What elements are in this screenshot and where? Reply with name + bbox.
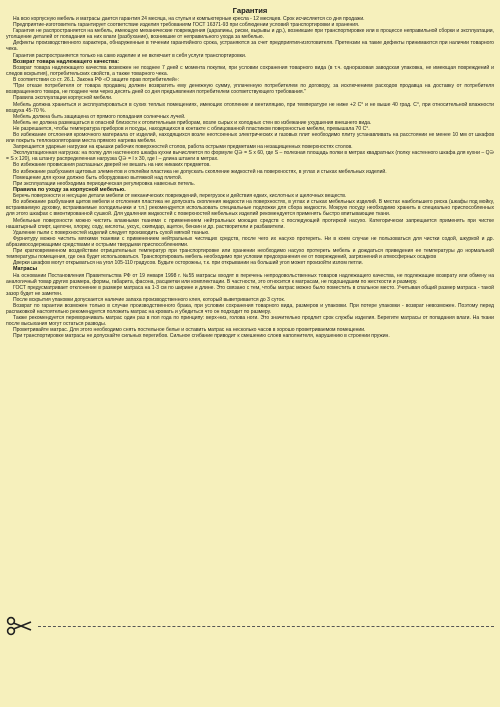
- paragraph: Правила эксплуатации корпусной мебели.: [13, 95, 113, 102]
- paragraph: Дверки шкафов могут открываться на угол 105-110 градусов. Будьте осторожны, т.к. при открывании на больший угол может произойти излом петли.: [13, 260, 363, 267]
- paragraph: Возврат товара надлежащего качества возможен не позднее 7 дней с момента покупки, при условии сохранения товарного вида (в т.ч. одноразовая заводская упаковка, не имеющая повреждений и следов вскрытия), потребительских свойств, а также товарного чека.: [6, 64, 494, 78]
- paragraph: Беречь поверхности и несущие детали мебели от механических повреждений, перегрузок и действия едких, кислотных и щелочных веществ.: [13, 193, 347, 200]
- section-heading: Возврат товара надлежащего качества:: [13, 58, 120, 65]
- paragraph: Мебель должна храниться и эксплуатироваться в сухих теплых помещениях, имеющих отопление и вентиляцию, при температуре не ниже +2 С° и не выше 40 град. С°, при относительной влажности воздуха 45-70 %.: [6, 101, 494, 114]
- paragraph: Мебель не должна размещаться в опасной близости к отопительным приборам, возле сырых и холодных стен во избежание ухудшения внешнего вида.: [13, 119, 372, 126]
- paragraph: Дефекты производственного характера, обнаруженные в течении гарантийного срока, устраняются за счет предприятия-изготовителя. Претензии на такие дефекты принимаются при наличии товарного чека.: [6, 40, 494, 53]
- paragraph: При транспортировке матрасы не допускайте сильных перегибов. Сильное сгибание приводит к смешению слоев наполнителя, нарушению в строении пружин.: [13, 333, 390, 340]
- dashed-cut-line: [38, 626, 494, 627]
- paragraph: На всю корпусную мебель и матрасы дается гарантия 24 месяца, на стулья и компьютерные кресла - 12 месяцев. Срок исчисляется со дня продажи.: [13, 16, 365, 22]
- paragraph: Гарантия не распространяется на мебель, имеющую механические повреждения (царапины, риски, вырывы и др.), возникшие при транспортировке или в процессе неправильной сборки и эксплуатации, утолщение деталей от попадания на них влаги (разбухание), возникшие от неправильного ухода за мебелью.: [6, 28, 494, 41]
- paragraph: Запрещается ударные нагрузки на крышки рабочих поверхностей столов, работа острыми предметами на незащищенных поверхностях столов.: [13, 144, 353, 151]
- paragraph: Мебель должна быть защищена от прямого попадания солнечных лучей.: [13, 113, 186, 120]
- document-content: [6, 16, 494, 340]
- paragraph: На основании Постановления Правительства РФ от 19 января 1998 г. №55 матрасы входят в перечень непродовольственных товаров надлежащего качества, не подлежащие возврату или обмену на аналогичный товар других размера, формы, габарита, фасона, расцветки или комплектации. В частности, это относится к матрасам, не подошедшим по жесткости и размеру.: [6, 272, 494, 285]
- document-body: [6, 6, 494, 611]
- paragraph: Удаление пыли с поверхностей изделий следует производить сухой мягкой тканью.: [13, 229, 210, 236]
- paragraph: Во избежание провисания распашных дверей не вешать на них никаких предметов.: [13, 162, 211, 169]
- scissors-icon: [6, 616, 32, 636]
- paragraph: Во избежание отслоения кромочного материала от изделий, находящихся возле неотсоенных электрических и газовых плит необходимо плиту устанавливать на расстоянии не менее 10 мм от шкафов или покрыть теплоизоляторами места прямого нагрева мебели.: [6, 131, 494, 145]
- warranty-document: [6, 6, 494, 701]
- paragraph: При эксплуатации необходима периодическая регулировка навесных петель.: [13, 180, 196, 187]
- paragraph: При кратковременном воздействии отрицательных температур при транспортировке или хранении необходимо насухо протереть мебель и дождаться приведения ее температуры до нормальной температуры помещения, где она будет использоваться. Транспортировать мебель необходимо при условии предохранения ее от повреждений, загрязнений и атмосферных осадков: [6, 247, 494, 261]
- paragraph: Во избежание разбухания щитов мебели и отслоения пластика не допускать скопления жидкости на поверхностях, в углах и стыках мебельных изделий. В местах наибольшего риска (шкафы под мойку, встраиваемую духовку, встраиваемые холодильники и т.п.) рекомендуется использовать специальные подложки для сбора жидкости. Мокрую посуду необходимо хранить в специально приспособленных для этого шкафах с вмонтированной сушкой. Для удаления жидкостей с поверхностей мебельных изделий рекомендуется применять быстро впитывающие ткани.: [6, 199, 494, 218]
- paragraph: "При отказе потребителя от товара продавец должен возвратить ему денежную сумму, уплаченную потребителем по договору, за исключением расходов продавца на доставку от потребителя возвращенного товара, не позднее чем через десять дней со дня предъявления потребителем соответствующего требования.": [6, 83, 494, 96]
- paragraph: Мебельные поверхности можно чистить влажными тканями с применением нейтральных моющих средств с последующей протиркой насухо. Категорически запрещается применять при чистке нашатырный спирт, щелочи, хлорку, соду, кислоты, уксус, скипидар, ацетон, бензин и др. растворители и разбавители.: [6, 217, 494, 230]
- page-title: Гарантия: [232, 6, 268, 15]
- paragraph: ГОСТ предусматривает отклонение в размере матраса на 1-3 см по ширине и длине. Это связано с тем, чтобы матрас можно было поместить в спальное место. Учитывая общий размер матраса - такой зазор будет не заметен.: [6, 284, 494, 297]
- paragraph: Предприятие-изготовитель гарантирует соответствие изделия требованиям ГОСТ 16371-93 при соблюдении условий транспортировки и хранения.: [13, 22, 360, 29]
- paragraph: Проветривайте матрас. Для этого необходимо снять постельное белье и оставить матрас на несколько часов в хорошо проветриваемом помещении.: [13, 327, 366, 334]
- paragraph: Также рекомендуется переворачивать матрас один раз в пол года по принципу: верх-низ, голова ноги. Это значительно продлит срок службы изделия. Берегите матрасы от попадания влаги. На ткани после высыхания могут остаться разводы.: [6, 315, 494, 328]
- paragraph: Во избежание разбухания щитовых элементов и отклейки пластика не допускать скопление жидкостей на поверхностях, в углах и стыках мебельных изделий.: [13, 168, 387, 175]
- paragraph: Возврат по гарантии возможен только в случае производственного брака, при условии сохранения товарного вида, размеров и упаковки. При потере упаковки - возврат невозможен. Поэтому перед распаковкой настоятельно рекомендуется положить матрас на кровать и убедиться что он подходит по размеру.: [6, 303, 494, 316]
- paragraph: Помещение для кухни должно быть оборудовано вытяжкой над плитой.: [13, 174, 183, 181]
- section-heading: Правила по уходу за корпусной мебелью.: [13, 186, 126, 193]
- paragraph: Не разрешается, чтобы температура приборов и посуды, находящихся в контакте с облицованной пластиком поверхностью мебели, превышала 70 С°.: [13, 125, 370, 132]
- cut-line-divider: [6, 620, 494, 632]
- paragraph: Фурнитуру можно чистить мягкими тканями с применением нейтральных чистящих средств, после чего их насухо протереть. Ни в коем случае не пользоваться для чистки содой, шкуркой и др. абразивосодержащими средствами и острыми твердыми приспособлениями.: [6, 235, 494, 248]
- paragraph: Эксплуатационная нагрузка: на полку для настенного шкафа кухни вычисляется по формуле Q∋ = S x 60, где S – полезная площадь полки в метрах квадратных (полку настенного шкафа для кухни – Q∋ = S x 120), на штангу распределенная нагрузка Q∋ = l x 30, где l – длина штанги в метрах.: [6, 150, 494, 163]
- section-heading: Матрасы: [13, 266, 38, 273]
- paragraph: В соответствии со ст. 26.1. Закона РФ «О защите прав потребителей»:: [13, 77, 180, 84]
- paragraph: После вскрытия упаковки допускается наличие запаха производственного клея, который выветривается до 3 суток.: [13, 296, 286, 303]
- paragraph: Гарантия распространяется только на само изделие и не включает в себя услуги транспортировки.: [13, 52, 247, 59]
